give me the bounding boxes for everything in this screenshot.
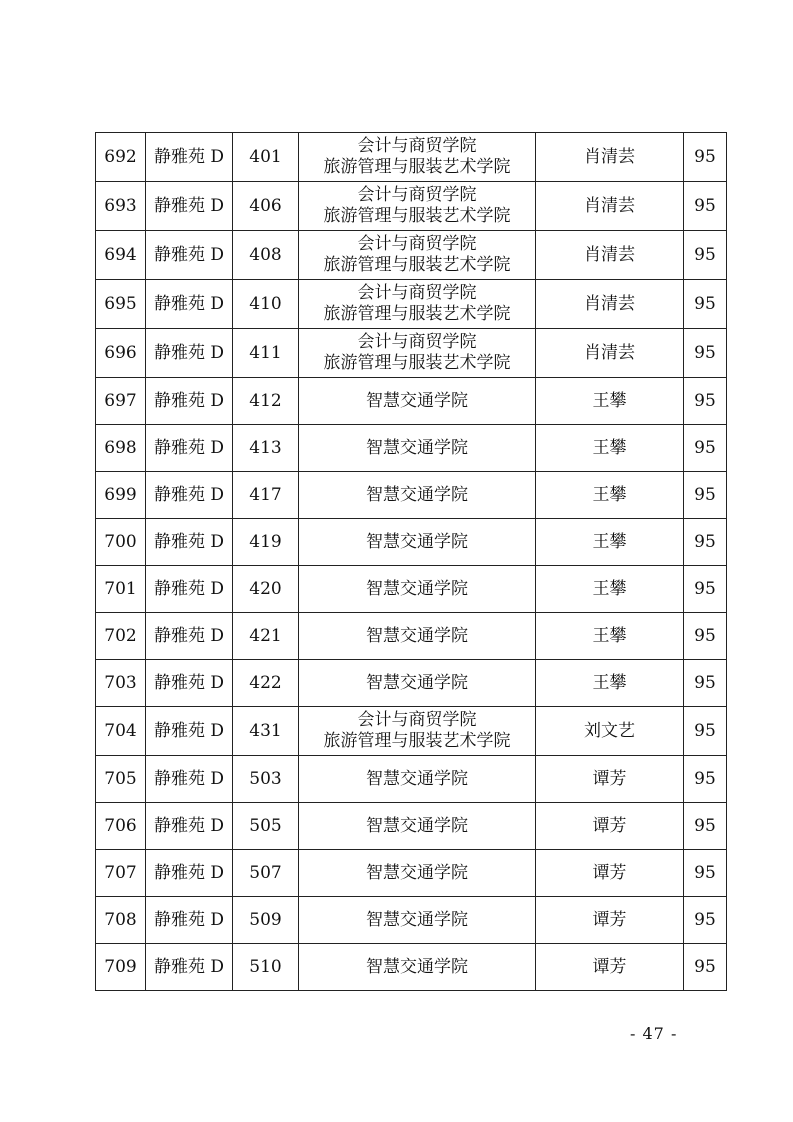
score-cell: 95 bbox=[684, 803, 727, 850]
row-number-cell: 703 bbox=[96, 660, 146, 707]
row-number-cell: 693 bbox=[96, 182, 146, 231]
building-cell: 静雅苑 D bbox=[146, 850, 233, 897]
college-cell bbox=[299, 944, 536, 991]
room-cell: 408 bbox=[233, 231, 299, 280]
college-cell bbox=[299, 329, 536, 378]
row-number-cell: 709 bbox=[96, 944, 146, 991]
room-cell: 420 bbox=[233, 566, 299, 613]
score-cell: 95 bbox=[684, 944, 727, 991]
building-cell: 静雅苑 D bbox=[146, 280, 233, 329]
room-cell: 419 bbox=[233, 519, 299, 566]
room-cell: 431 bbox=[233, 707, 299, 756]
table-row bbox=[96, 707, 727, 756]
college-name: 智慧交通学院 bbox=[366, 956, 468, 977]
dormitory-score-table bbox=[95, 132, 727, 991]
building-cell: 静雅苑 D bbox=[146, 707, 233, 756]
college-cell bbox=[299, 133, 536, 182]
building-cell: 静雅苑 D bbox=[146, 231, 233, 280]
score-cell: 95 bbox=[684, 472, 727, 519]
college-name: 智慧交通学院 bbox=[366, 531, 468, 552]
row-number-cell: 698 bbox=[96, 425, 146, 472]
table-body bbox=[96, 133, 727, 991]
row-number-cell: 699 bbox=[96, 472, 146, 519]
manager-name-cell: 刘文艺 bbox=[536, 707, 684, 756]
table-row bbox=[96, 756, 727, 803]
building-cell: 静雅苑 D bbox=[146, 803, 233, 850]
table-row bbox=[96, 897, 727, 944]
building-cell: 静雅苑 D bbox=[146, 472, 233, 519]
college-name: 旅游管理与服装艺术学院 bbox=[323, 206, 511, 226]
manager-name-cell: 王攀 bbox=[536, 378, 684, 425]
score-cell: 95 bbox=[684, 378, 727, 425]
manager-name-cell: 王攀 bbox=[536, 519, 684, 566]
college-name: 旅游管理与服装艺术学院 bbox=[323, 157, 511, 177]
score-cell: 95 bbox=[684, 897, 727, 944]
manager-name-cell: 谭芳 bbox=[536, 897, 684, 944]
room-cell: 503 bbox=[233, 756, 299, 803]
table-row bbox=[96, 850, 727, 897]
college-name: 旅游管理与服装艺术学院 bbox=[323, 255, 511, 275]
college-cell bbox=[299, 803, 536, 850]
room-cell: 505 bbox=[233, 803, 299, 850]
table-row bbox=[96, 280, 727, 329]
table-row bbox=[96, 425, 727, 472]
score-cell: 95 bbox=[684, 519, 727, 566]
building-cell: 静雅苑 D bbox=[146, 613, 233, 660]
manager-name-cell: 王攀 bbox=[536, 425, 684, 472]
room-cell: 412 bbox=[233, 378, 299, 425]
college-name: 智慧交通学院 bbox=[366, 815, 468, 836]
score-cell: 95 bbox=[684, 182, 727, 231]
row-number-cell: 706 bbox=[96, 803, 146, 850]
college-name: 会计与商贸学院 bbox=[357, 136, 477, 156]
score-cell: 95 bbox=[684, 329, 727, 378]
college-cell bbox=[299, 660, 536, 707]
row-number-cell: 705 bbox=[96, 756, 146, 803]
row-number-cell: 692 bbox=[96, 133, 146, 182]
table-row bbox=[96, 182, 727, 231]
room-cell: 421 bbox=[233, 613, 299, 660]
building-cell: 静雅苑 D bbox=[146, 897, 233, 944]
room-cell: 413 bbox=[233, 425, 299, 472]
college-name: 会计与商贸学院 bbox=[357, 185, 477, 205]
table-row bbox=[96, 660, 727, 707]
row-number-cell: 697 bbox=[96, 378, 146, 425]
manager-name-cell: 王攀 bbox=[536, 472, 684, 519]
page-number: - 47 - bbox=[630, 1024, 678, 1043]
manager-name-cell: 肖清芸 bbox=[536, 133, 684, 182]
score-cell: 95 bbox=[684, 660, 727, 707]
college-name: 旅游管理与服装艺术学院 bbox=[323, 731, 511, 751]
college-name: 会计与商贸学院 bbox=[357, 332, 477, 352]
building-cell: 静雅苑 D bbox=[146, 660, 233, 707]
college-cell bbox=[299, 378, 536, 425]
manager-name-cell: 王攀 bbox=[536, 566, 684, 613]
building-cell: 静雅苑 D bbox=[146, 378, 233, 425]
college-cell bbox=[299, 472, 536, 519]
manager-name-cell: 肖清芸 bbox=[536, 329, 684, 378]
building-cell: 静雅苑 D bbox=[146, 566, 233, 613]
row-number-cell: 702 bbox=[96, 613, 146, 660]
manager-name-cell: 谭芳 bbox=[536, 756, 684, 803]
score-cell: 95 bbox=[684, 850, 727, 897]
college-cell bbox=[299, 707, 536, 756]
college-cell bbox=[299, 182, 536, 231]
row-number-cell: 707 bbox=[96, 850, 146, 897]
building-cell: 静雅苑 D bbox=[146, 425, 233, 472]
college-name: 智慧交通学院 bbox=[366, 768, 468, 789]
college-cell bbox=[299, 897, 536, 944]
college-name: 会计与商贸学院 bbox=[357, 283, 477, 303]
college-cell bbox=[299, 519, 536, 566]
manager-name-cell: 肖清芸 bbox=[536, 280, 684, 329]
row-number-cell: 704 bbox=[96, 707, 146, 756]
college-cell bbox=[299, 566, 536, 613]
row-number-cell: 696 bbox=[96, 329, 146, 378]
college-cell bbox=[299, 756, 536, 803]
manager-name-cell: 王攀 bbox=[536, 660, 684, 707]
college-name: 会计与商贸学院 bbox=[357, 234, 477, 254]
room-cell: 507 bbox=[233, 850, 299, 897]
room-cell: 509 bbox=[233, 897, 299, 944]
table-row bbox=[96, 566, 727, 613]
room-cell: 410 bbox=[233, 280, 299, 329]
room-cell: 422 bbox=[233, 660, 299, 707]
college-name: 智慧交通学院 bbox=[366, 909, 468, 930]
table-row bbox=[96, 944, 727, 991]
college-name: 旅游管理与服装艺术学院 bbox=[323, 353, 511, 373]
score-cell: 95 bbox=[684, 280, 727, 329]
row-number-cell: 701 bbox=[96, 566, 146, 613]
college-name: 智慧交通学院 bbox=[366, 862, 468, 883]
college-cell bbox=[299, 425, 536, 472]
room-cell: 401 bbox=[233, 133, 299, 182]
building-cell: 静雅苑 D bbox=[146, 329, 233, 378]
row-number-cell: 700 bbox=[96, 519, 146, 566]
table-row bbox=[96, 329, 727, 378]
college-cell bbox=[299, 613, 536, 660]
table-row bbox=[96, 613, 727, 660]
score-cell: 95 bbox=[684, 425, 727, 472]
table-row bbox=[96, 378, 727, 425]
college-name: 智慧交通学院 bbox=[366, 437, 468, 458]
college-name: 智慧交通学院 bbox=[366, 484, 468, 505]
table-row bbox=[96, 803, 727, 850]
table-row bbox=[96, 133, 727, 182]
table-row bbox=[96, 472, 727, 519]
row-number-cell: 695 bbox=[96, 280, 146, 329]
college-cell bbox=[299, 850, 536, 897]
room-cell: 406 bbox=[233, 182, 299, 231]
college-name: 智慧交通学院 bbox=[366, 578, 468, 599]
college-cell bbox=[299, 280, 536, 329]
score-cell: 95 bbox=[684, 756, 727, 803]
building-cell: 静雅苑 D bbox=[146, 519, 233, 566]
score-cell: 95 bbox=[684, 133, 727, 182]
college-name: 智慧交通学院 bbox=[366, 390, 468, 411]
score-cell: 95 bbox=[684, 613, 727, 660]
manager-name-cell: 谭芳 bbox=[536, 850, 684, 897]
row-number-cell: 694 bbox=[96, 231, 146, 280]
manager-name-cell: 谭芳 bbox=[536, 944, 684, 991]
manager-name-cell: 肖清芸 bbox=[536, 231, 684, 280]
college-name: 旅游管理与服装艺术学院 bbox=[323, 304, 511, 324]
manager-name-cell: 谭芳 bbox=[536, 803, 684, 850]
score-cell: 95 bbox=[684, 707, 727, 756]
score-cell: 95 bbox=[684, 231, 727, 280]
college-name: 智慧交通学院 bbox=[366, 625, 468, 646]
college-cell bbox=[299, 231, 536, 280]
building-cell: 静雅苑 D bbox=[146, 944, 233, 991]
table-row bbox=[96, 231, 727, 280]
manager-name-cell: 肖清芸 bbox=[536, 182, 684, 231]
building-cell: 静雅苑 D bbox=[146, 133, 233, 182]
row-number-cell: 708 bbox=[96, 897, 146, 944]
college-name: 会计与商贸学院 bbox=[357, 710, 477, 730]
manager-name-cell: 王攀 bbox=[536, 613, 684, 660]
building-cell: 静雅苑 D bbox=[146, 756, 233, 803]
score-cell: 95 bbox=[684, 566, 727, 613]
building-cell: 静雅苑 D bbox=[146, 182, 233, 231]
college-name: 智慧交通学院 bbox=[366, 672, 468, 693]
room-cell: 417 bbox=[233, 472, 299, 519]
table-row bbox=[96, 519, 727, 566]
room-cell: 510 bbox=[233, 944, 299, 991]
room-cell: 411 bbox=[233, 329, 299, 378]
